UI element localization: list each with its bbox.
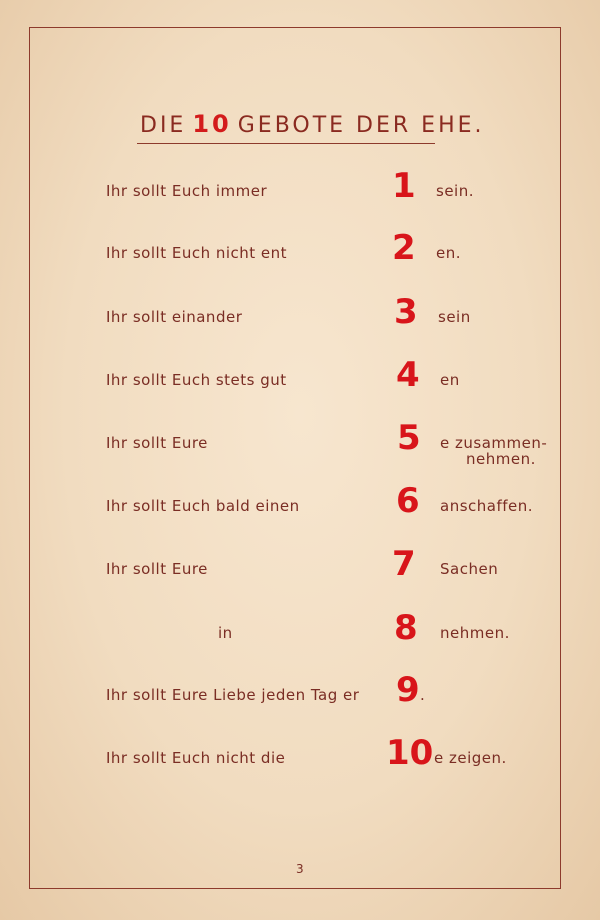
page-title: [140, 110, 485, 144]
commandment-number: 6: [396, 481, 420, 521]
commandment-number: 3: [394, 292, 418, 332]
commandment-ending: sein.: [436, 182, 474, 200]
title-prefix: DIE: [140, 113, 187, 138]
commandment-row-1: [0, 160, 600, 210]
commandment-ending-line2: nehmen.: [466, 450, 536, 468]
commandment-ending: .: [420, 686, 426, 704]
commandment-number: 8: [394, 608, 418, 648]
commandment-number: 9: [396, 670, 420, 710]
commandment-row-10: [0, 727, 600, 777]
commandment-row-4: [0, 349, 600, 399]
commandment-row-9: [0, 664, 600, 714]
commandment-row-6: [0, 475, 600, 525]
commandment-text: Ihr sollt Euch bald einen: [106, 497, 300, 515]
commandment-text: Ihr sollt Euch immer: [106, 182, 268, 200]
commandment-text: Ihr sollt einander: [106, 308, 243, 326]
commandment-row-5: [0, 412, 600, 468]
commandment-text: Ihr sollt Euch nicht die: [106, 749, 286, 767]
commandment-ending: sein: [438, 308, 471, 326]
commandment-ending: e zusammen-: [440, 434, 548, 452]
commandment-row-3: [0, 286, 600, 336]
commandment-number: 4: [396, 355, 420, 395]
commandment-number: 10: [386, 733, 434, 773]
commandment-text: in: [218, 624, 233, 642]
commandment-number: 5: [397, 418, 421, 458]
commandment-ending: en.: [436, 244, 462, 262]
commandment-number: 7: [392, 544, 416, 584]
commandment-number: 1: [392, 166, 416, 206]
page-number: 3: [296, 862, 304, 876]
commandment-text: Ihr sollt Eure Liebe jeden Tag er: [106, 686, 360, 704]
title-suffix: GEBOTE DER EHE.: [237, 113, 485, 138]
commandment-ending: anschaffen.: [440, 497, 534, 515]
commandment-row-2: [0, 222, 600, 272]
commandment-number: 2: [392, 228, 416, 268]
commandment-text: Ihr sollt Euch nicht ent: [106, 244, 288, 262]
commandment-ending: en: [440, 371, 460, 389]
commandment-ending: nehmen.: [440, 624, 510, 642]
commandment-ending: Sachen: [440, 560, 499, 578]
title-underline: [137, 143, 435, 144]
commandment-text: Ihr sollt Eure: [106, 560, 208, 578]
commandment-text: Ihr sollt Eure: [106, 434, 208, 452]
commandment-row-7: [0, 538, 600, 588]
title-number: 10: [192, 110, 232, 138]
commandment-text: Ihr sollt Euch stets gut: [106, 371, 287, 389]
commandment-ending: e zeigen.: [434, 749, 507, 767]
commandment-row-8: [0, 602, 600, 652]
